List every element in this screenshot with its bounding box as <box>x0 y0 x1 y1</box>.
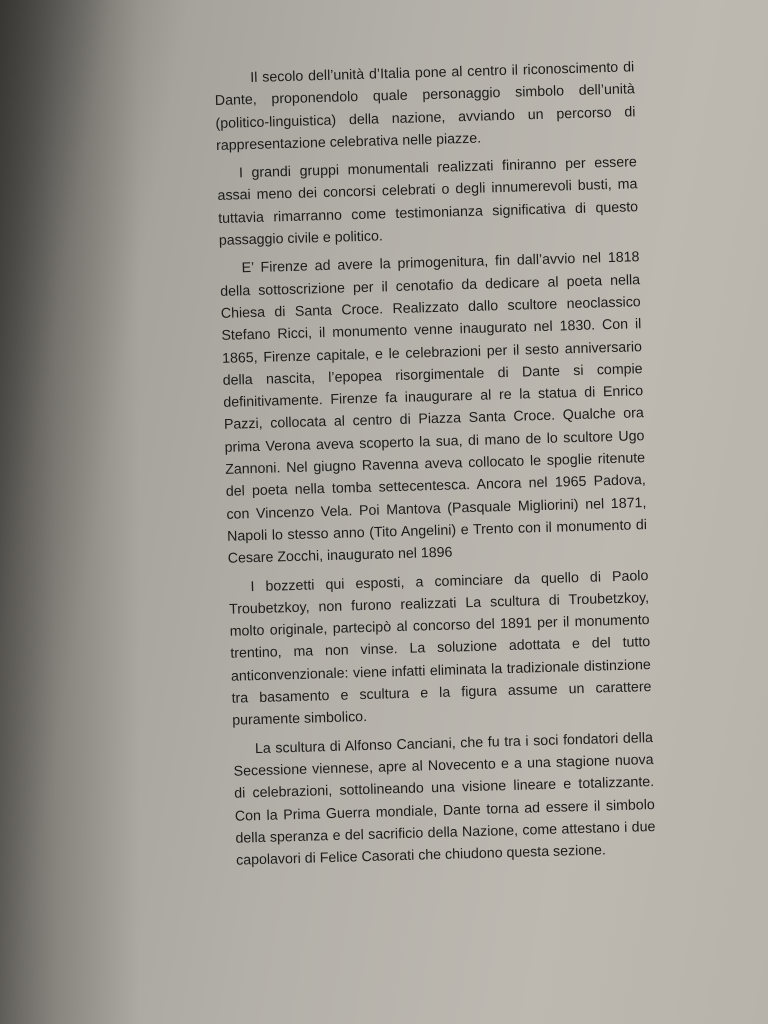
panel-edge-shadow <box>0 0 140 1024</box>
paragraph-3: E’ Firenze ad avere la primogenitura, fin dall’avvio nel 1818 della sottoscrizione per il cenotafio da dedicare al poeta nella Chiesa di Santa Croce. Realizzato dallo scultore neoclassico Stefano Ricci, il monumento venne inaugurato nel 1830. Con il 1865, Firenze capitale, e le celebrazioni per il sesto anniversario della nascita, l’epopea risorgimentale di Dante si compie definitivamente. Firenze fa inaugurare al re la statua di Enrico Pazzi, collocata al centro di Piazza Santa Croce. Qualche ora prima Verona aveva scoperto la sua, di mano de lo scultore Ugo Zannoni. Nel giugno Ravenna aveva collocato le spoglie ritenute del poeta nella tomba settecentesca. Ancora nel 1965 Padova, con Vincenzo Vela. Poi Mantova (Pasquale Migliorini) nel 1871, Napoli lo stesso anno (Tito Angelini) e Trento con il monumento di Cesare Zocchi, inaugurato nel 1896 <box>220 249 648 568</box>
paragraph-5: La scultura di Alfonso Canciani, che fu tra i soci fondatori della Secessione viennese, apre al Novecento e a una stagione nuova di celebrazioni, sottolineando una visione lineare e totalizzante. Con la Prima Guerra mondiale, Dante torna ad essere il simbolo della speranza e del sacrificio della Nazione, come attestano i due capolavori di Felice Casorati che chiudono questa sezione. <box>233 729 656 869</box>
paragraph-1: Il secolo dell’unità d’Italia pone al centro il riconoscimento di Dante, proponendolo quale personaggio simbolo dell’unità (politico-linguistica) della nazione, avviando un percorso di rappresentazione celebrativa nelle piazze. <box>214 59 636 154</box>
paragraph-4: I bozzetti qui esposti, a cominciare da quello di Paolo Troubetzkoy, non furono realizzati La scultura di Troubetzkoy, molto originale, partecipò al concorso del 1891 per il monumento trentino, ma non vinse. La soluzione adottata e del tutto anticonvenzionale: viene infatti eliminata la tradizionale distinzione tra basamento e scultura e la figura assume un carattere puramente simbolico. <box>228 567 652 730</box>
exhibition-text <box>214 56 656 878</box>
paragraph-2: I grandi gruppi monumentali realizzati finiranno per essere assai meno dei concorsi celebrati o degli innumerevoli busti, ma tuttavia rimarranno come testimonianza significativa di questo passaggio civile e politico. <box>217 154 639 250</box>
